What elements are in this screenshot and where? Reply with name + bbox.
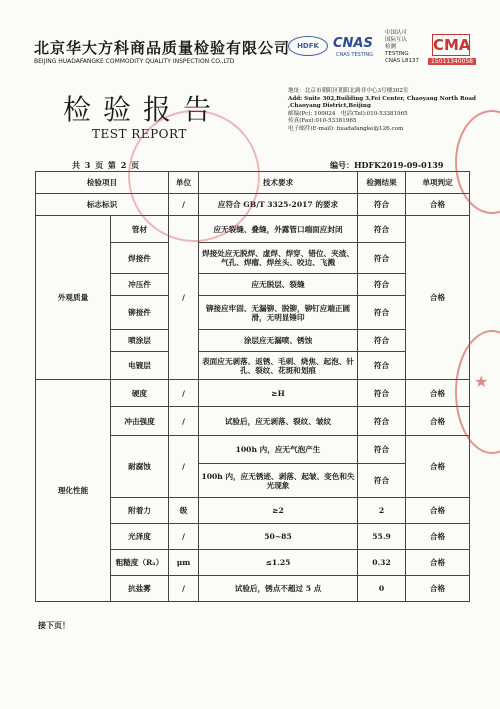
continued-note: 接下页！ — [38, 620, 70, 630]
item-cell: 标志标识 — [36, 194, 169, 216]
table-row — [36, 216, 470, 243]
verdict-cell: 合格 — [406, 576, 470, 602]
unit-cell: μm — [169, 550, 199, 576]
result-cell: 符合 — [358, 352, 406, 380]
item-cell: 焊接件 — [111, 243, 169, 274]
report-title-en: TEST REPORT — [92, 127, 187, 141]
item-cell: 管材 — [111, 216, 169, 243]
result-cell: 0.32 — [358, 550, 406, 576]
result-cell: 符合 — [358, 274, 406, 296]
accreditation-line: 国际互认 — [385, 37, 408, 43]
cma-number: 15011340058 — [428, 58, 476, 65]
unit-cell: / — [169, 436, 199, 498]
item-cell: 抗盐雾 — [111, 576, 169, 602]
official-seal — [128, 110, 260, 242]
requirement-cell: 50~85 — [199, 524, 358, 550]
seal-star-icon: ★ — [474, 372, 489, 391]
verdict-cell: 合格 — [406, 436, 470, 498]
company-name-cn: 北京华大方科商品质量检验有限公司 — [34, 39, 291, 57]
unit-cell: / — [169, 576, 199, 602]
requirement-cell: 应符合 GB/T 3325-2017 的要求 — [199, 194, 358, 216]
address-cn: 地址：北京市朝阳区朝阳北路非中心3号楼302室 — [288, 88, 409, 94]
cma-logo: CMA — [433, 36, 471, 54]
requirement-cell: 100h 内，应无气泡产生 — [199, 436, 358, 464]
result-cell: 2 — [358, 498, 406, 524]
accreditation-line: CNAS L8137 — [385, 58, 420, 64]
result-cell: 符合 — [358, 296, 406, 330]
requirement-cell: 表面应无剥落、返锈、毛刺、烧焦、起泡、针孔、裂纹、花斑和划痕 — [199, 352, 358, 380]
requirement-cell: ≥2 — [199, 498, 358, 524]
verdict-cell: 合格 — [406, 407, 470, 436]
company-name-en: BEIJING HUADAFANGKE COMMODITY QUALITY INSPECTION CO.,LTD — [34, 58, 235, 65]
accreditation-block — [385, 30, 419, 65]
result-cell: 符合 — [358, 407, 406, 436]
unit-cell: / — [169, 407, 199, 436]
result-cell: 符合 — [358, 380, 406, 407]
unit-cell: / — [169, 524, 199, 550]
verdict-cell: 合格 — [406, 380, 470, 407]
requirement-cell: 焊接处应无脱焊、虚焊、焊穿、错位、夹渣、气孔、焊瘤、焊丝头、咬边、飞溅 — [199, 243, 358, 274]
item-cell: 冲压件 — [111, 274, 169, 296]
fax: 传真(Fax):010-53381965 — [288, 118, 357, 125]
accreditation-line: 中国认可 — [385, 30, 408, 36]
report-number: 编号：HDFK2019-09-0139 — [330, 160, 444, 170]
item-cell: 耐腐蚀 — [111, 436, 169, 498]
header-unit: 单位 — [169, 172, 199, 194]
inspection-table — [35, 171, 470, 602]
item-cell: 冲击强度 — [111, 407, 169, 436]
result-cell: 符合 — [358, 436, 406, 464]
requirement-cell: 涂层应无漏喷、锈蚀 — [199, 330, 358, 352]
result-cell: 符合 — [358, 194, 406, 216]
phone: 电话(Tel):010-53381965 — [340, 110, 408, 117]
item-cell: 粗糙度（Rₐ） — [111, 550, 169, 576]
verdict-cell: 合格 — [406, 194, 470, 216]
requirement-cell: ≥H — [199, 380, 358, 407]
requirement-cell: 铆接应牢固、无漏铆、脱铆，铆钉应端正圆滑，无明显锤印 — [199, 296, 358, 330]
contact-info — [288, 88, 488, 134]
header-item: 检验项目 — [36, 172, 169, 194]
unit-cell: / — [169, 216, 199, 380]
postcode: 邮编(Pc): 100024 — [288, 110, 336, 117]
requirement-cell: 100h 内，应无锈迹、剥落、起皱、变色和失光现象 — [199, 464, 358, 498]
cnas-logo-subtitle: CNAS TESTING — [336, 52, 373, 58]
item-cell: 电镀层 — [111, 352, 169, 380]
header-verdict: 单项判定 — [406, 172, 470, 194]
result-cell: 0 — [358, 576, 406, 602]
item-cell: 光泽度 — [111, 524, 169, 550]
item-cell: 附着力 — [111, 498, 169, 524]
requirement-cell: 应无脱层、裂缝 — [199, 274, 358, 296]
result-cell: 55.9 — [358, 524, 406, 550]
hdfk-logo: HDFK — [288, 36, 328, 56]
result-cell: 符合 — [358, 216, 406, 243]
group-cell: 理化性能 — [36, 380, 111, 602]
requirement-cell: 应无裂缝、叠缝，外露管口端面应封闭 — [199, 216, 358, 243]
address-en: Add: Suite 302,Building 3,Fei Center, Chaoyang North Road ,Chaoyang District,Beijing — [288, 95, 476, 110]
email: 电子邮件(E-mail): huadafangke@126.com — [288, 125, 404, 132]
verdict-cell: 合格 — [406, 550, 470, 576]
verdict-cell: 合格 — [406, 216, 470, 380]
result-cell: 符合 — [358, 330, 406, 352]
requirement-cell: ≤1.25 — [199, 550, 358, 576]
item-cell: 硬度 — [111, 380, 169, 407]
unit-cell: / — [169, 194, 199, 216]
report-title-cn: 检验报告 — [63, 93, 224, 126]
unit-cell: 级 — [169, 498, 199, 524]
verdict-cell: 合格 — [406, 498, 470, 524]
accreditation-line: 检测 — [385, 44, 397, 50]
table-row — [36, 380, 470, 407]
item-cell: 铆接件 — [111, 296, 169, 330]
cnas-logo: CNAS — [333, 36, 373, 51]
header-result: 检测结果 — [358, 172, 406, 194]
accreditation-line: TESTING — [385, 51, 409, 57]
header-requirement: 技术要求 — [199, 172, 358, 194]
requirement-cell: 试验后，应无剥落、裂纹、皱纹 — [199, 407, 358, 436]
group-cell: 外观质量 — [36, 216, 111, 380]
requirement-cell: 试验后，锈点不超过 5 点 — [199, 576, 358, 602]
unit-cell: / — [169, 380, 199, 407]
verdict-cell: 合格 — [406, 524, 470, 550]
page-info: 共 3 页 第 2 页 — [72, 160, 141, 170]
result-cell: 符合 — [358, 464, 406, 498]
result-cell: 符合 — [358, 243, 406, 274]
item-cell: 喷涂层 — [111, 330, 169, 352]
